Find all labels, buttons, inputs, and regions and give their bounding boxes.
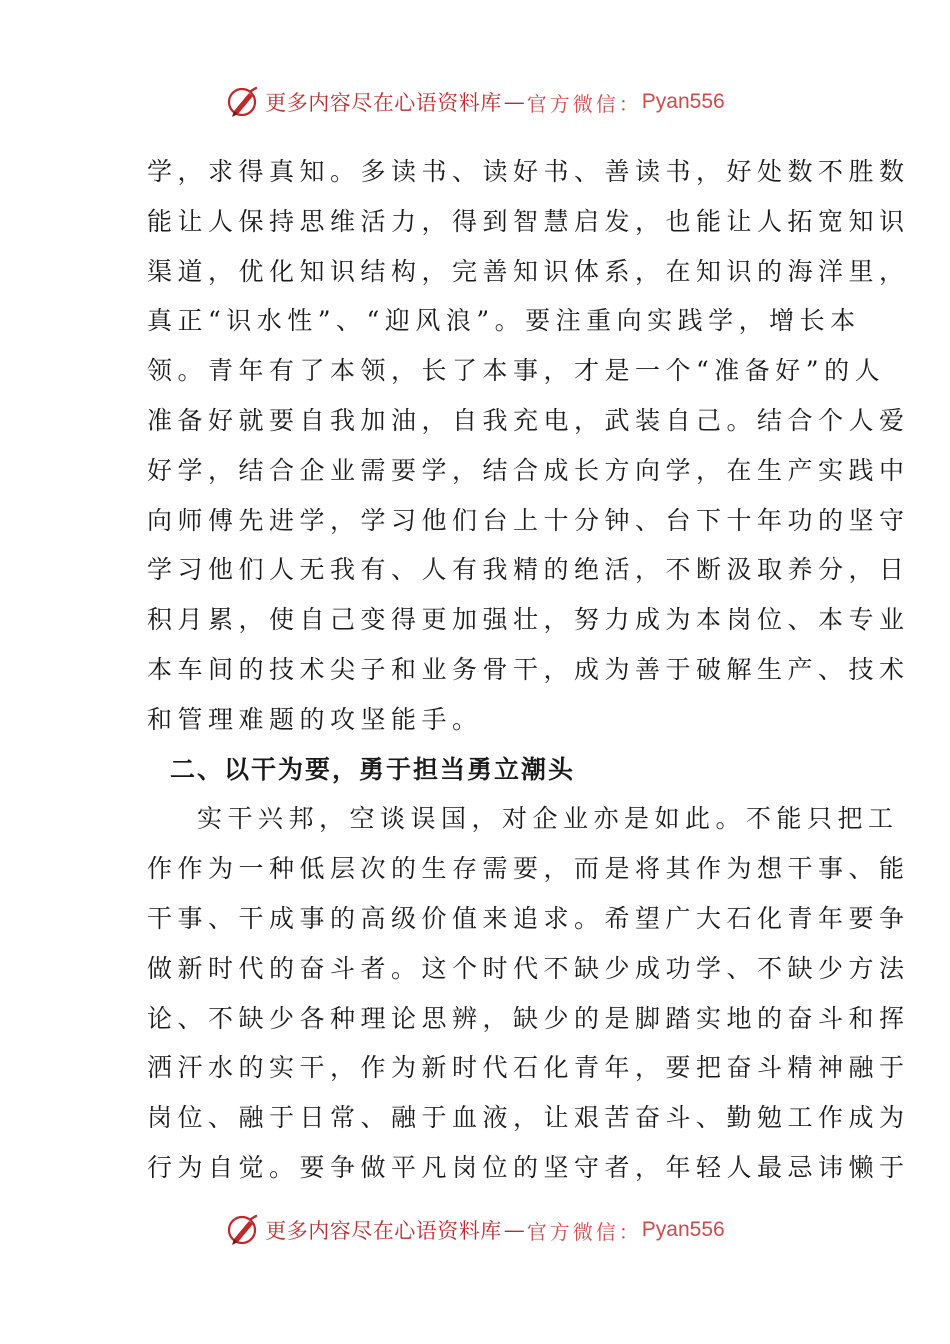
banner-site-text: 更多内容尽在心语资料库 <box>265 91 502 115</box>
text-line: 能让人保持思维活力，得到智慧启发，也能让人拓宽知识 <box>147 206 910 236</box>
banner-wechat-label: 官方微信： <box>526 91 642 116</box>
text-line: 行为自觉。要争做平凡岗位的坚守者，年轻人最忌讳懒于 <box>147 1152 910 1182</box>
banner-wechat-id: Pyan556 <box>641 90 725 113</box>
document-body <box>147 147 910 1193</box>
text-line: 实干兴邦，空谈误国，对企业亦是如此。不能只把工 <box>197 804 899 834</box>
text-line: 作作为一种低层次的生存需要，而是将其作为想干事、能 <box>147 854 910 884</box>
footer-banner <box>0 1210 950 1250</box>
text-line: 学习他们人无我有、人有我精的绝活，不断汲取养分，日 <box>147 555 910 585</box>
text-line: 学，求得真知。多读书、读好书、善读书，好处数不胜数 <box>147 157 910 186</box>
text-line: 好学，结合企业需要学，结合成长方向学，在生产实践中 <box>147 455 910 485</box>
text-line: 积月累，使自己变得更加强壮，努力成为本岗位、本专业 <box>147 605 910 635</box>
banner-separator: — <box>503 1218 525 1242</box>
banner-wechat-id: Pyan556 <box>641 1218 725 1241</box>
header-banner <box>0 82 950 122</box>
pen-logo-icon <box>225 1212 261 1248</box>
text-line: 向师傅先进学，学习他们台上十分钟、台下十年功的坚守 <box>147 505 910 535</box>
text-line: 准备好就要自我加油，自我充电，武装自己。结合个人爱 <box>147 405 910 435</box>
text-line: 和管理难题的攻坚能手。 <box>147 704 483 734</box>
pen-logo-icon <box>225 84 261 120</box>
text-line: 真正“识水性”、“迎风浪”。要注重向实践学，增长本 <box>147 306 861 336</box>
text-line: 渠道，优化知识结构，完善知识体系，在知识的海洋里， <box>147 256 910 286</box>
text-line: 领。青年有了本领，长了本事，才是一个“准备好”的人 <box>147 356 886 386</box>
text-line: 本车间的技术尖子和业务骨干，成为善于破解生产、技术 <box>147 654 910 684</box>
text-line: 洒汗水的实干，作为新时代石化青年，要把奋斗精神融于 <box>147 1053 910 1083</box>
section-heading: 二、以干为要，勇于担当勇立潮头 <box>170 754 576 784</box>
banner-site-text: 更多内容尽在心语资料库 <box>265 1219 502 1243</box>
text-line: 论、不缺少各种理论思辨，缺少的是脚踏实地的奋斗和挥 <box>147 1003 910 1033</box>
text-line: 干事、干成事的高级价值来追求。希望广大石化青年要争 <box>147 903 910 933</box>
text-line: 做新时代的奋斗者。这个时代不缺少成功学、不缺少方法 <box>147 953 910 983</box>
banner-separator: — <box>503 90 525 114</box>
text-line: 岗位、融于日常、融于血液，让艰苦奋斗、勤勉工作成为 <box>147 1103 910 1133</box>
banner-wechat-label: 官方微信： <box>526 1219 642 1244</box>
